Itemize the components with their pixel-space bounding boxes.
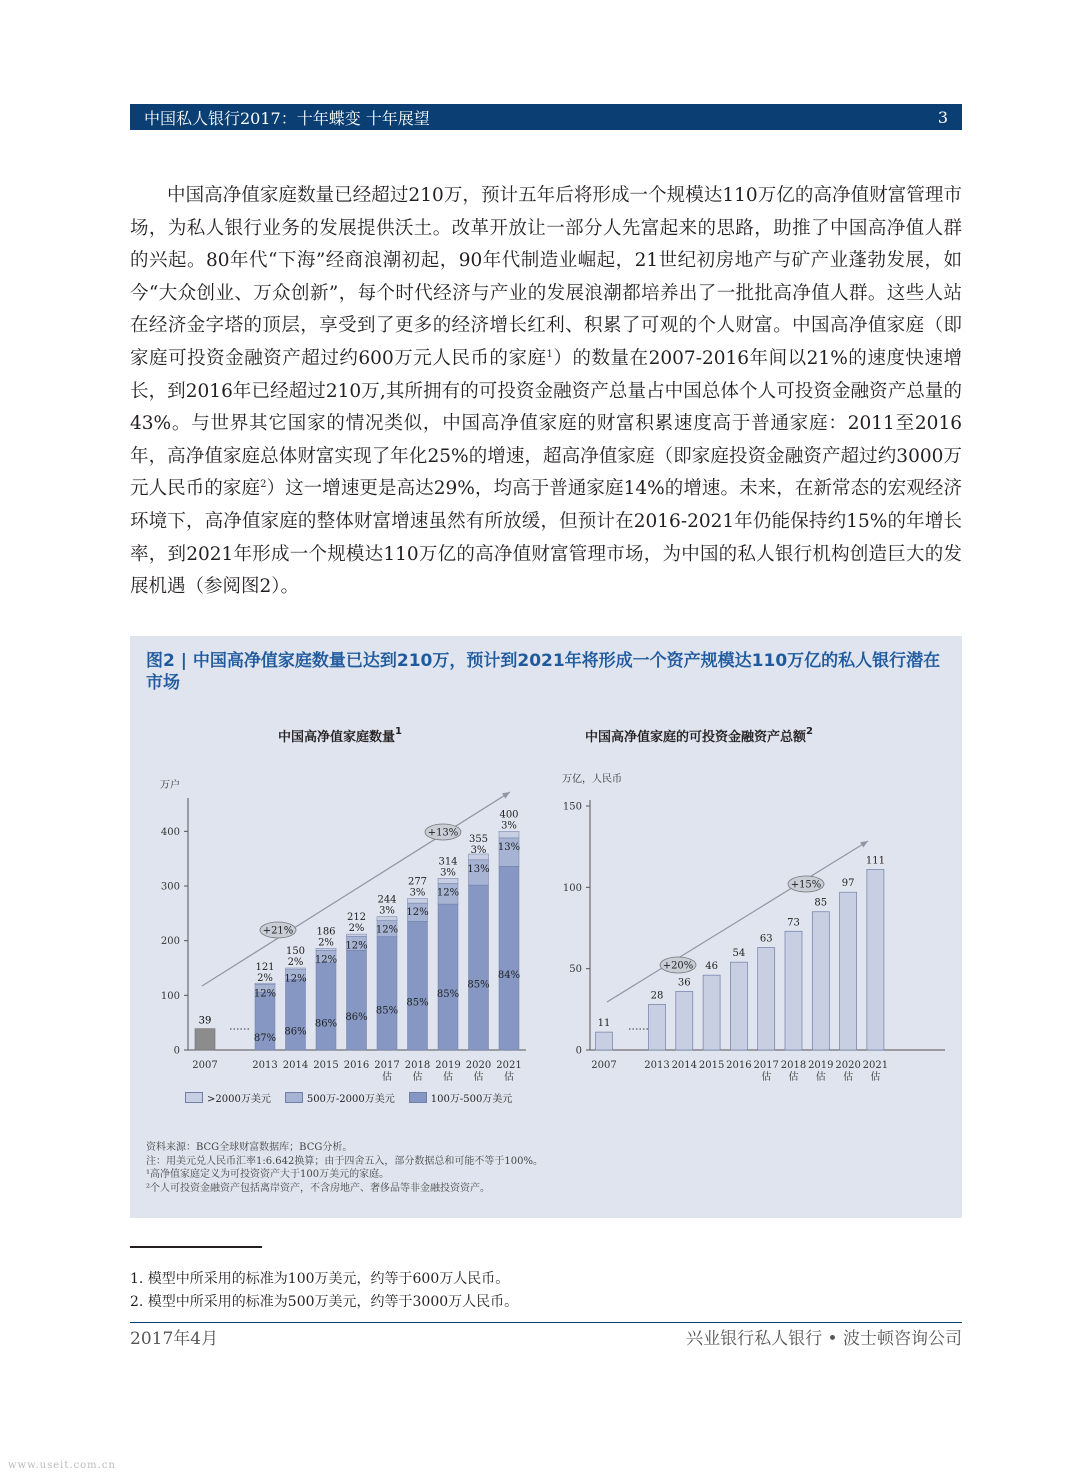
source-line: 注：用美元兑人民币汇率1:6.642换算；由于四舍五入，部分数据总和可能不等于100%。 bbox=[146, 1155, 543, 1167]
segment-pct-label: 3% bbox=[501, 820, 517, 832]
stacked-bar-segment bbox=[377, 937, 397, 1050]
segment-pct-label: 13% bbox=[467, 863, 490, 875]
right-chart-title-text: 中国高净值家庭的可投资金融资产总额 bbox=[585, 730, 807, 745]
body-text-part-3: ）这一增速更是高达29%，均高于普通家庭14%的增速。未来，在新常态的宏观经济环境下，高净值家庭的整体财富增速虽然有所放缓，但预计在2016-2021年仍能保持约15%的年增长率，到2021年形成一个规模达110万亿的高净值财富管理市场，为中国的私人银行机构创造巨大的发展机遇（参阅图2）。 bbox=[130, 478, 962, 598]
segment-pct-label: 86% bbox=[314, 1018, 338, 1030]
segment-pct-label: 3% bbox=[440, 867, 456, 879]
x-tick-label: 2017 bbox=[374, 1060, 400, 1071]
x-tick-label: 估 bbox=[761, 1072, 772, 1083]
body-paragraph bbox=[130, 180, 962, 604]
x-tick-label: 2016 bbox=[343, 1060, 370, 1071]
x-tick-label: 2021 bbox=[862, 1060, 889, 1071]
asset-bar bbox=[649, 1004, 666, 1050]
growth-rate-label: +13% bbox=[427, 827, 459, 839]
y-tick-label: 200 bbox=[160, 936, 180, 948]
asset-bar-value-label: 111 bbox=[865, 855, 885, 867]
segment-pct-label: 13% bbox=[497, 841, 521, 853]
asset-bar-value-label: 97 bbox=[841, 878, 855, 890]
stacked-bar-segment bbox=[438, 878, 458, 883]
footnote-ref-2: 2 bbox=[260, 479, 267, 491]
legend-label: 100万-500万美元 bbox=[430, 1094, 513, 1105]
x-tick-label: 估 bbox=[473, 1072, 484, 1083]
legend-swatch bbox=[285, 1092, 303, 1103]
x-tick-label: 2019 bbox=[808, 1060, 834, 1071]
segment-pct-label: 85% bbox=[467, 979, 490, 991]
asset-bar-value-label: 63 bbox=[759, 933, 773, 945]
segment-pct-label: 86% bbox=[345, 1012, 368, 1024]
figure-2 bbox=[130, 636, 962, 1218]
footnotes bbox=[130, 1268, 518, 1314]
x-tick-label: 估 bbox=[788, 1072, 799, 1083]
growth-rate-label: +20% bbox=[662, 960, 694, 972]
x-tick-label: 2015 bbox=[698, 1060, 725, 1071]
bar-total-label: 39 bbox=[198, 1015, 212, 1027]
segment-pct-label: 2% bbox=[348, 923, 365, 935]
y-tick-label: 100 bbox=[160, 990, 180, 1002]
footnote-item: 2. 模型中所采用的标准为500万美元，约等于3000万人民币。 bbox=[130, 1294, 519, 1310]
bar-total-label: 355 bbox=[468, 833, 489, 845]
growth-rate-label: +15% bbox=[790, 879, 822, 891]
asset-bar bbox=[676, 991, 693, 1050]
segment-pct-label: 12% bbox=[253, 988, 277, 1000]
x-tick-label: 2014 bbox=[282, 1060, 309, 1071]
footnote-item: 1. 模型中所采用的标准为100万美元，约等于600万人民币。 bbox=[130, 1271, 510, 1287]
y-tick-label: 0 bbox=[575, 1045, 582, 1057]
stacked-bar-segment bbox=[377, 917, 397, 921]
households-chart-svg bbox=[130, 766, 550, 1096]
left-chart-title-text: 中国高净值家庭数量 bbox=[278, 730, 396, 745]
left-chart bbox=[130, 766, 550, 1100]
x-tick-label: 2021 bbox=[496, 1060, 522, 1071]
stacked-bar-segment bbox=[286, 968, 306, 970]
bar-total-label: 150 bbox=[285, 946, 306, 957]
x-tick-label: 2018 bbox=[404, 1060, 431, 1071]
growth-rate-label: +21% bbox=[262, 925, 294, 937]
footer-company: 兴业银行私人银行 • 波士顿咨询公司 bbox=[686, 1329, 962, 1349]
page-footer bbox=[130, 1327, 962, 1351]
asset-bar-value-label: 73 bbox=[787, 917, 800, 929]
asset-bar bbox=[812, 912, 829, 1050]
segment-pct-label: 2% bbox=[318, 937, 334, 949]
x-tick-label: 2015 bbox=[313, 1060, 339, 1071]
x-tick-label: 2020 bbox=[465, 1060, 492, 1071]
legend-swatch bbox=[409, 1092, 427, 1103]
x-tick-label: 2017 bbox=[753, 1060, 779, 1071]
bar-total-label: 212 bbox=[346, 912, 367, 924]
stacked-bar-segment bbox=[408, 921, 428, 1050]
stacked-bar-segment bbox=[408, 899, 428, 904]
x-tick-label: 2018 bbox=[780, 1060, 807, 1071]
segment-pct-label: 3% bbox=[409, 887, 426, 899]
bar-total-label: 121 bbox=[255, 961, 275, 973]
legend-swatch bbox=[185, 1092, 203, 1103]
stacked-bar-segment bbox=[316, 963, 336, 1050]
left-chart-title bbox=[278, 726, 402, 745]
bar-total-label: 314 bbox=[438, 856, 458, 868]
y-tick-label: 300 bbox=[160, 881, 180, 893]
y-tick-label: 100 bbox=[562, 882, 582, 894]
x-tick-label: 估 bbox=[382, 1072, 392, 1083]
segment-pct-label: 12% bbox=[436, 887, 460, 899]
footer-date: 2017年4月 bbox=[130, 1329, 219, 1349]
stacked-bar-segment bbox=[438, 904, 458, 1050]
asset-bar bbox=[730, 962, 747, 1050]
stacked-bar-segment bbox=[286, 979, 306, 1050]
asset-bar bbox=[596, 1032, 613, 1050]
segment-pct-label: 86% bbox=[284, 1026, 307, 1038]
bar-total-label: 186 bbox=[316, 926, 336, 938]
asset-bar-value-label: 46 bbox=[705, 961, 718, 973]
y-tick-label: 50 bbox=[569, 964, 582, 976]
legend-item bbox=[285, 1090, 395, 1105]
legend-item bbox=[185, 1090, 271, 1105]
stacked-bar-segment bbox=[469, 885, 489, 1050]
segment-pct-label: 85% bbox=[375, 1005, 399, 1017]
asset-bar-value-label: 11 bbox=[597, 1018, 611, 1030]
stacked-bar-segment bbox=[499, 831, 519, 838]
x-tick-label: 2014 bbox=[671, 1060, 698, 1071]
header-title: 中国私人银行2017：十年蝶变 十年展望 bbox=[144, 108, 430, 128]
assets-chart-svg bbox=[550, 766, 962, 1096]
left-chart-title-sup: 1 bbox=[395, 726, 402, 737]
asset-bar-value-label: 28 bbox=[650, 990, 664, 1002]
asset-bar bbox=[703, 975, 720, 1050]
x-tick-label: 估 bbox=[412, 1072, 423, 1083]
asset-bar bbox=[867, 869, 884, 1050]
body-text-part-1: 中国高净值家庭数量已经超过210万，预计五年后将形成一个规模达110万亿的高净值财富管理市场，为私人银行业务的发展提供沃土。改革开放让一部分人先富起来的思路，助推了中国高净值人群的兴起。80年代“下海”经商浪潮初起，90年代制造业崛起，21世纪初房地产与矿产业蓬勃发展，如今“大众创业、万众创新”，每个时代经济与产业的发展浪潮都培养出了一批批高净值人群。这些人站在经济金字塔的顶层，享受到了更多的经济增长红利、积累了可观的个人财富。中国高净值家庭（即家庭可投资金融资产超过约600万元人民币的家庭 bbox=[130, 185, 962, 369]
page-number: 3 bbox=[937, 107, 948, 127]
x-tick-label: 2013 bbox=[252, 1060, 278, 1071]
right-chart-title bbox=[585, 726, 813, 745]
segment-pct-label: 3% bbox=[379, 905, 395, 917]
body-text-part-2: ）的数量在2007-2016年间以21%的速度快速增长，到2016年已经超过210万,其所拥有的可投资金融资产总量占中国总体个人可投资金融资产总量的43%。与世界其它国家的情况类似，中国高净值家庭的财富积累速度高于普通家庭：2011至2016年，高净值家庭总体财富实现了年化25%的增速，超高净值家庭（即家庭投资金融资产超过约3000万元人民币的家庭 bbox=[130, 347, 962, 500]
x-tick-label: 2007 bbox=[192, 1060, 218, 1071]
y-axis-label: 万亿，人民币 bbox=[562, 774, 622, 785]
stacked-bar-segment bbox=[347, 934, 367, 936]
asset-bar-value-label: 54 bbox=[732, 948, 746, 960]
page-header bbox=[130, 104, 962, 130]
stacked-bar-segment bbox=[316, 948, 336, 950]
footer-divider bbox=[130, 1322, 962, 1323]
x-tick-label: 估 bbox=[504, 1072, 514, 1083]
segment-pct-label: 12% bbox=[345, 940, 368, 952]
y-tick-label: 150 bbox=[562, 801, 582, 813]
asset-bar bbox=[758, 948, 775, 1050]
segment-pct-label: 2% bbox=[287, 957, 304, 968]
footnote-divider bbox=[130, 1246, 262, 1248]
chart-legend bbox=[185, 1090, 512, 1105]
asset-bar-value-label: 85 bbox=[814, 897, 828, 909]
segment-pct-label: 87% bbox=[253, 1033, 277, 1045]
segment-pct-label: 3% bbox=[470, 844, 487, 856]
x-tick-label: 2016 bbox=[726, 1060, 752, 1071]
x-tick-label: 2020 bbox=[835, 1060, 861, 1071]
watermark: www.useit.com.cn bbox=[8, 1460, 116, 1471]
trend-arrow-head bbox=[502, 792, 510, 799]
trend-arrow-head bbox=[860, 841, 868, 848]
footnote-ref-1: 1 bbox=[546, 348, 553, 360]
y-tick-label: 400 bbox=[160, 826, 180, 838]
x-tick-label: 2007 bbox=[591, 1060, 617, 1071]
asset-bar bbox=[840, 892, 857, 1050]
segment-pct-label: 12% bbox=[284, 973, 307, 985]
stacked-bar-segment bbox=[347, 950, 367, 1050]
segment-pct-label: 12% bbox=[314, 954, 338, 966]
source-line: ²个人可投资金融资产包括离岸资产，不含房地产、奢侈品等非金融投资资产。 bbox=[146, 1182, 491, 1194]
x-tick-label: 2019 bbox=[435, 1060, 461, 1071]
figure-title: 图2 | 中国高净值家庭数量已达到210万，预计到2021年将形成一个资产规模达110万亿的私人银行潜在市场 bbox=[146, 651, 941, 693]
x-tick-label: 估 bbox=[815, 1072, 826, 1083]
x-tick-label: 2013 bbox=[644, 1060, 670, 1071]
segment-pct-label: 2% bbox=[257, 972, 273, 984]
legend-item bbox=[409, 1090, 513, 1105]
segment-pct-label: 12% bbox=[375, 924, 399, 936]
segment-pct-label: 12% bbox=[406, 907, 429, 919]
source-line: 资料来源：BCG全球财富数据库；BCG分析。 bbox=[146, 1142, 353, 1153]
asset-bar-value-label: 36 bbox=[677, 977, 691, 989]
bar-total-label: 277 bbox=[407, 876, 428, 888]
x-tick-label: 估 bbox=[870, 1072, 881, 1083]
segment-pct-label: 85% bbox=[406, 997, 429, 1009]
bar-total-label: 400 bbox=[499, 809, 519, 821]
right-chart-title-sup: 2 bbox=[806, 726, 813, 737]
bar-2007 bbox=[195, 1029, 215, 1050]
right-chart bbox=[550, 766, 962, 1100]
legend-label: 500万-2000万美元 bbox=[306, 1094, 395, 1105]
asset-bar bbox=[785, 931, 802, 1050]
x-tick-label: 估 bbox=[443, 1072, 453, 1083]
legend-label: >2000万美元 bbox=[207, 1094, 271, 1105]
y-axis-label: 万户 bbox=[160, 780, 180, 791]
source-line: ¹高净值家庭定义为可投资资产大于100万美元的家庭。 bbox=[146, 1169, 390, 1180]
y-tick-label: 0 bbox=[173, 1045, 180, 1057]
segment-pct-label: 84% bbox=[497, 970, 521, 982]
figure-sources bbox=[146, 1141, 946, 1195]
stacked-bar-segment bbox=[499, 866, 519, 1050]
segment-pct-label: 85% bbox=[436, 989, 460, 1001]
x-tick-label: 估 bbox=[843, 1072, 854, 1083]
bar-total-label: 244 bbox=[377, 894, 397, 906]
